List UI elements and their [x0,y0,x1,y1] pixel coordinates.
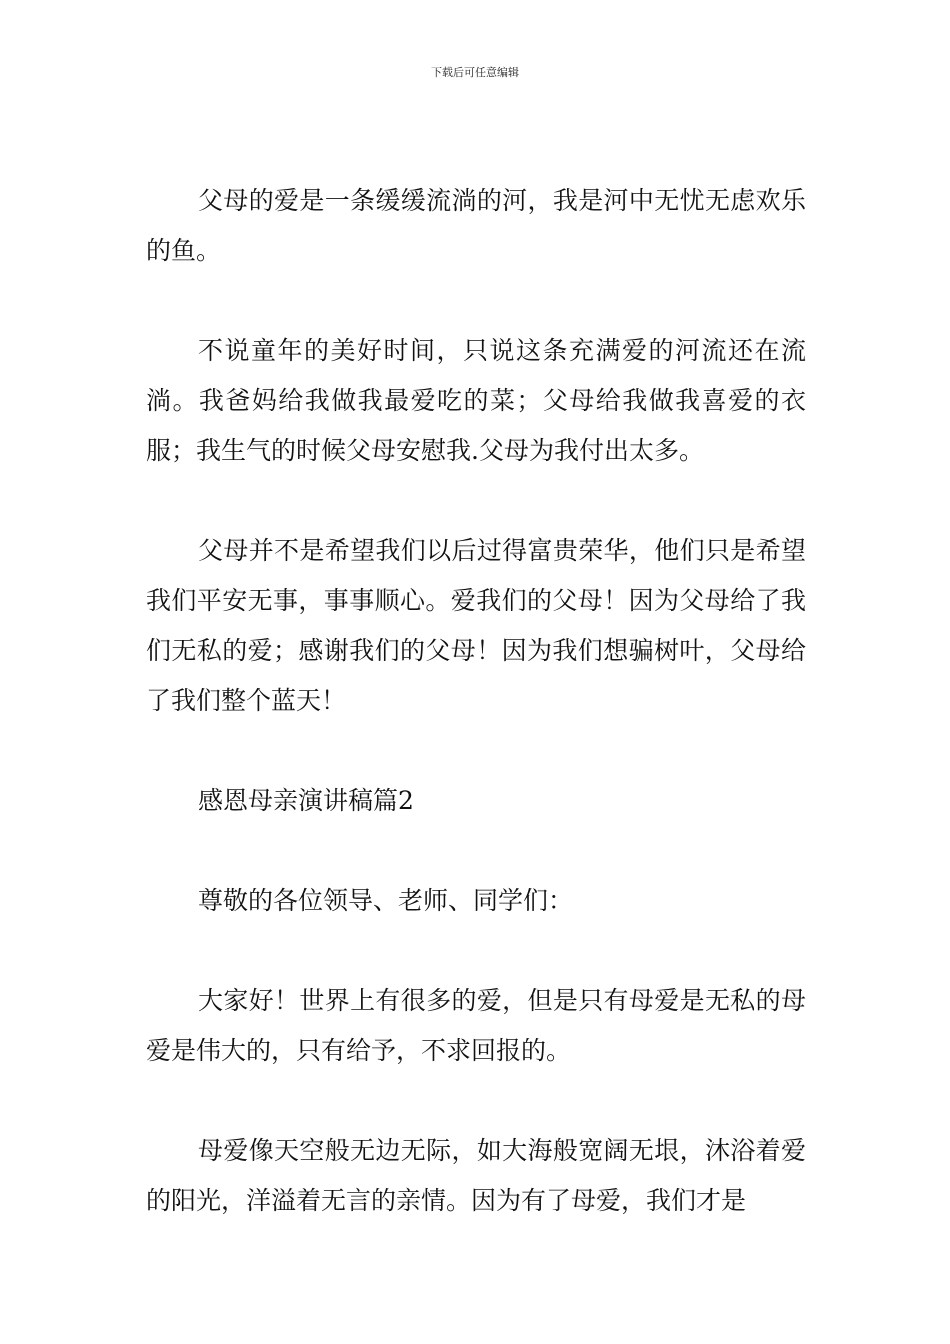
salutation: 尊敬的各位领导、老师、同学们： [198,886,574,915]
paragraph-3: 父母并不是希望我们以后过得富贵荣华，他们只是希望我们平安无事，事事顺心。爱我们的父母！因为父母给了我们无私的爱；感谢我们的父母！因为我们想骗树叶，父母给了我们整个蓝天！ [146,536,806,715]
paragraph-2: 不说童年的美好时间，只说这条充满爱的河流还在流淌。我爸妈给我做我最爱吃的菜；父母给我做我喜爱的衣服；我生气的时候父母安慰我.父母为我付出太多。 [146,336,806,465]
document-body [146,176,806,1276]
paragraph-7: 母爱像天空般无边无际，如大海般宽阔无垠，沐浴着爱的阳光，洋溢着无言的亲情。因为有了母爱，我们才是 [146,1136,806,1215]
page-header: 下载后可任意编辑 [431,66,519,79]
paragraph-6: 大家好！世界上有很多的爱，但是只有母爱是无私的母爱是伟大的，只有给予，不求回报的。 [146,986,806,1065]
paragraph-1: 父母的爱是一条缓缓流淌的河，我是河中无忧无虑欢乐的鱼。 [146,186,806,265]
section-title: 感恩母亲演讲稿篇2 [198,786,414,815]
